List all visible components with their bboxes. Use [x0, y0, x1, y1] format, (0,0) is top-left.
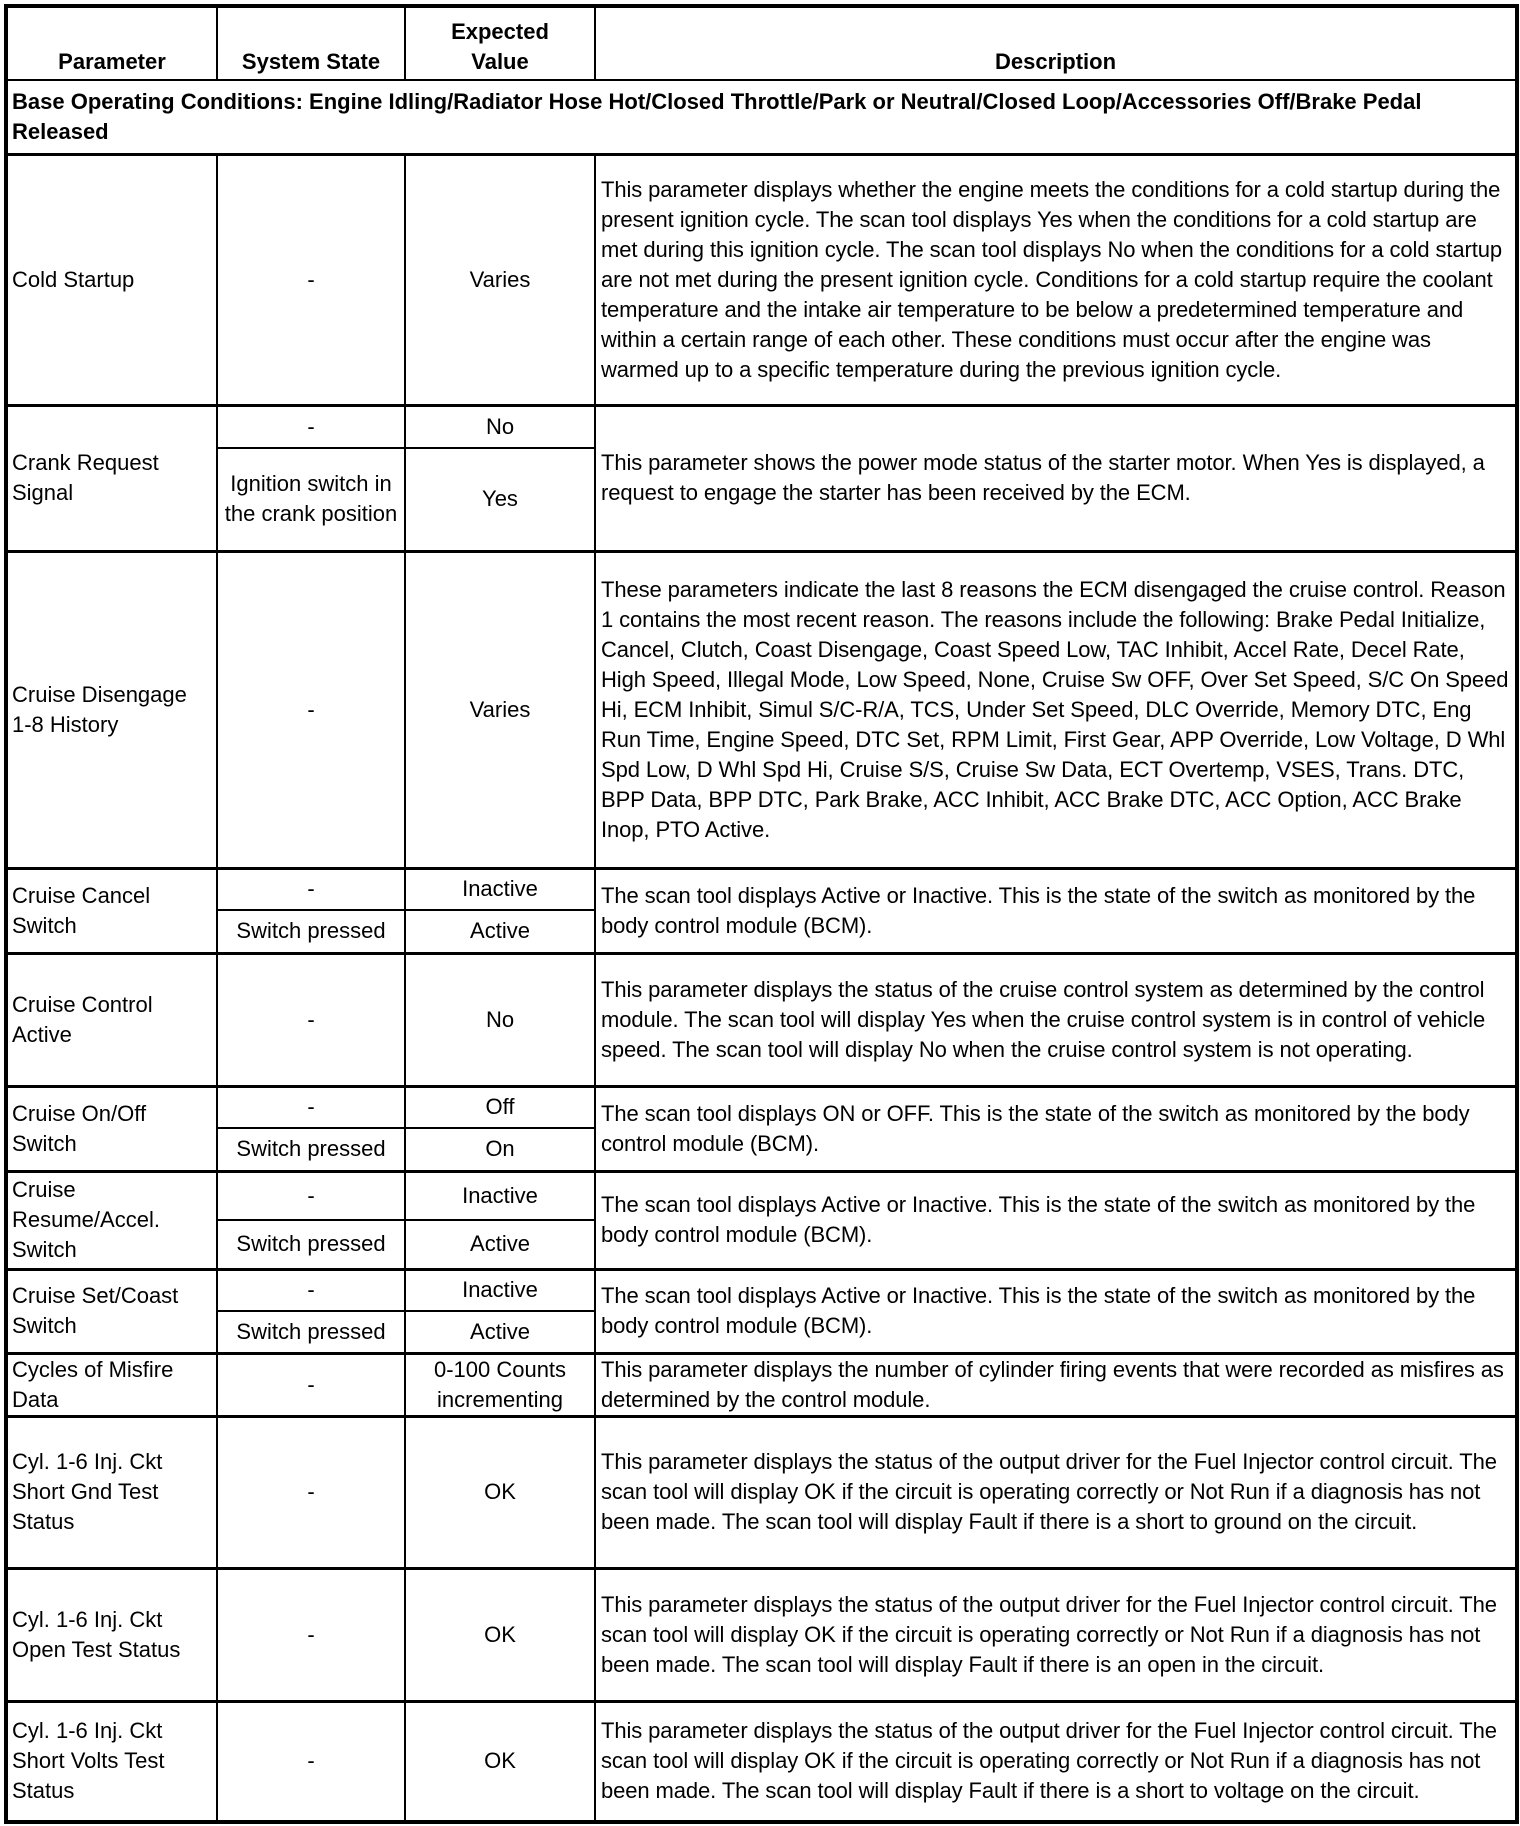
- description-cell: The scan tool displays Active or Inactive. This is the state of the switch as monitored by the body control module (BCM).: [595, 868, 1517, 953]
- header-system-state: System State: [217, 6, 405, 80]
- table-row-cruise-cancel-switch: [6, 868, 1517, 910]
- system-state-cell: -: [217, 1416, 405, 1568]
- description-cell: This parameter shows the power mode status of the starter motor. When Yes is displayed, a request to engage the starter has been received by the ECM.: [595, 405, 1517, 551]
- system-state-cell: -: [217, 1269, 405, 1311]
- table-row-cruise-control-active: [6, 953, 1517, 1086]
- expected-value-cell: Yes: [405, 448, 595, 551]
- expected-value-cell: [405, 1353, 595, 1416]
- description-cell: The scan tool displays Active or Inactive. This is the state of the switch as monitored by the body control module (BCM).: [595, 1269, 1517, 1353]
- system-state-cell: -: [217, 1353, 405, 1416]
- table-row-cyl-inj-short-volts-test-status: [6, 1701, 1517, 1822]
- system-state-cell: -: [217, 1568, 405, 1701]
- parameter-cell: Cyl. 1-6 Inj. Ckt Short Volts Test Status: [6, 1701, 217, 1822]
- expected-value-cell: OK: [405, 1416, 595, 1568]
- expected-value-cell: Varies: [405, 154, 595, 405]
- system-state-cell: -: [217, 154, 405, 405]
- system-state-cell: -: [217, 1171, 405, 1220]
- parameter-cell: Cruise On/Off Switch: [6, 1086, 217, 1171]
- scan-tool-data-table: [4, 4, 1519, 1824]
- system-state-cell: -: [217, 1701, 405, 1822]
- description-cell: These parameters indicate the last 8 reasons the ECM disengaged the cruise control. Reason 1 contains the most recent reason. The reasons include the following: Brake Pedal Initialize, Cancel, Clutch, Coast Disengage, Coast Speed Low, TAC Inhibit, Accel Rate, Decel Rate, High Speed, Illegal Mode, Low Speed, None, Cruise Sw OFF, Over Set Speed, S/C On Speed Hi, ECM Inhibit, Simul S/C-R/A, TCS, Under Set Speed, DLC Override, Memory DTC, Eng Run Time, Engine Speed, DTC Set, RPM Limit, First Gear, APP Override, Low Voltage, D Whl Spd Low, D Whl Spd Hi, Cruise S/S, Cruise Sw Data, ECT Overtemp, VSES, Trans. DTC, BPP Data, BPP DTC, Park Brake, ACC Inhibit, ACC Brake DTC, ACC Option, ACC Brake Inop, PTO Active.: [595, 551, 1517, 868]
- expected-value-cell: No: [405, 405, 595, 448]
- description-cell: This parameter displays the status of the cruise control system as determined by the control module. The scan tool will display Yes when the cruise control system is in control of vehicle speed. The scan tool will display No when the cruise control system is not operating.: [595, 953, 1517, 1086]
- header-expected-value-label: Expected Value: [451, 19, 549, 74]
- expected-value-cell: On: [405, 1128, 595, 1171]
- system-state-cell: -: [217, 868, 405, 910]
- expected-value-cell: Varies: [405, 551, 595, 868]
- expected-value-cell: No: [405, 953, 595, 1086]
- system-state-cell: -: [217, 551, 405, 868]
- description-cell: This parameter displays whether the engine meets the conditions for a cold startup during the present ignition cycle. The scan tool displays Yes when the conditions for a cold startup are met during this ignition cycle. The scan tool displays No when the conditions for a cold startup are not met during the present ignition cycle. Conditions for a cold startup require the coolant temperature and the intake air temperature to be below a predetermined temperature and within a certain range of each other. These conditions must occur after the engine was warmed up to a specific temperature during the previous ignition cycle.: [595, 154, 1517, 405]
- header-parameter: Parameter: [6, 6, 217, 80]
- description-cell: This parameter displays the number of cylinder firing events that were recorded as misfires as determined by the control module.: [595, 1353, 1517, 1416]
- system-state-cell: -: [217, 1086, 405, 1128]
- parameter-cell: Cyl. 1-6 Inj. Ckt Open Test Status: [6, 1568, 217, 1701]
- description-cell: The scan tool displays Active or Inactive. This is the state of the switch as monitored by the body control module (BCM).: [595, 1171, 1517, 1269]
- table-row-cruise-set-coast-switch: [6, 1269, 1517, 1311]
- expected-value-cell: Inactive: [405, 1269, 595, 1311]
- expected-value-cell: OK: [405, 1568, 595, 1701]
- expected-value-cell: Active: [405, 1311, 595, 1353]
- table-row-cyl-inj-short-gnd-test-status: [6, 1416, 1517, 1568]
- system-state-cell: Switch pressed: [217, 910, 405, 953]
- table-row-cold-startup: [6, 154, 1517, 405]
- table-row-crank-request-signal: [6, 405, 1517, 448]
- parameter-cell: Cruise Set/Coast Switch: [6, 1269, 217, 1353]
- header-description: Description: [595, 6, 1517, 80]
- base-conditions-row: [6, 80, 1517, 154]
- description-cell: This parameter displays the status of the output driver for the Fuel Injector control circuit. The scan tool will display OK if the circuit is operating correctly or Not Run if a diagnosis has not been made. The scan tool will display Fault if there is a short to ground on the circuit.: [595, 1416, 1517, 1568]
- header-row: [6, 6, 1517, 80]
- expected-value-cell: OK: [405, 1701, 595, 1822]
- table-row-cruise-on-off-switch: [6, 1086, 1517, 1128]
- system-state-cell: -: [217, 405, 405, 448]
- expected-value-label: 0-100 Counts incrementing: [433, 1356, 567, 1412]
- description-cell: This parameter displays the status of the output driver for the Fuel Injector control circuit. The scan tool will display OK if the circuit is operating correctly or Not Run if a diagnosis has not been made. The scan tool will display Fault if there is an open in the circuit.: [595, 1568, 1517, 1701]
- parameter-cell: Cruise Control Active: [6, 953, 217, 1086]
- header-expected-value: [405, 6, 595, 80]
- table-row-cruise-resume-accel-switch: [6, 1171, 1517, 1220]
- system-state-cell: -: [217, 953, 405, 1086]
- system-state-cell: Switch pressed: [217, 1220, 405, 1269]
- parameter-cell: Cold Startup: [6, 154, 217, 405]
- parameter-cell: Cyl. 1-6 Inj. Ckt Short Gnd Test Status: [6, 1416, 217, 1568]
- table-row-cruise-disengage-history: [6, 551, 1517, 868]
- parameter-cell: Cruise Disengage 1-8 History: [6, 551, 217, 868]
- table-row-cyl-inj-open-test-status: [6, 1568, 1517, 1701]
- parameter-cell: Cruise Cancel Switch: [6, 868, 217, 953]
- expected-value-cell: Off: [405, 1086, 595, 1128]
- expected-value-cell: Active: [405, 1220, 595, 1269]
- description-cell: This parameter displays the status of the output driver for the Fuel Injector control circuit. The scan tool will display OK if the circuit is operating correctly or Not Run if a diagnosis has not been made. The scan tool will display Fault if there is a short to voltage on the circuit.: [595, 1701, 1517, 1822]
- system-state-cell: Ignition switch in the crank position: [217, 448, 405, 551]
- expected-value-cell: Inactive: [405, 1171, 595, 1220]
- expected-value-cell: Inactive: [405, 868, 595, 910]
- table-row-cycles-of-misfire-data: [6, 1353, 1517, 1416]
- parameter-cell: Cruise Resume/Accel. Switch: [6, 1171, 217, 1269]
- parameter-cell: Cycles of Misfire Data: [6, 1353, 217, 1416]
- base-conditions: Base Operating Conditions: Engine Idling/Radiator Hose Hot/Closed Throttle/Park or Neutral/Closed Loop/Accessories Off/Brake Pedal Released: [6, 80, 1517, 154]
- expected-value-cell: Active: [405, 910, 595, 953]
- system-state-cell: Switch pressed: [217, 1128, 405, 1171]
- system-state-cell: Switch pressed: [217, 1311, 405, 1353]
- parameter-cell: Crank Request Signal: [6, 405, 217, 551]
- description-cell: The scan tool displays ON or OFF. This is the state of the switch as monitored by the body control module (BCM).: [595, 1086, 1517, 1171]
